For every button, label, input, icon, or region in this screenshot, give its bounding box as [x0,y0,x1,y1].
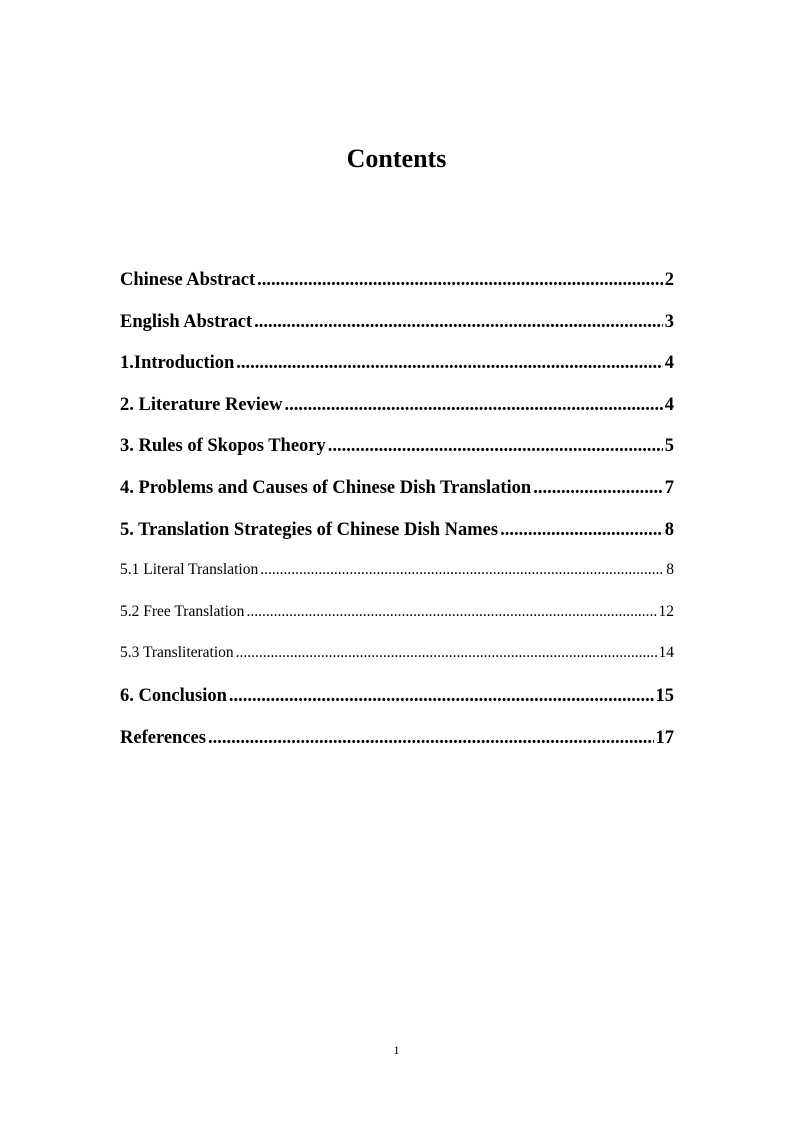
toc-entry-page: 8 [664,519,674,540]
toc-entry-translation-strategies[interactable] [120,520,674,562]
toc-dot-leader [328,436,663,457]
toc-entry-label: 5.1 Literal Translation [120,561,259,579]
toc-entry-page: 7 [664,477,674,498]
toc-entry-conclusion[interactable] [120,686,674,728]
toc-entry-rules-of-skopos-theory[interactable] [120,436,674,478]
toc-dot-leader [236,644,657,662]
toc-entry-english-abstract[interactable] [120,312,674,354]
footer-page-number: 1 [393,1043,400,1057]
toc-entry-literal-translation[interactable] [120,561,674,603]
toc-entry-label: 4. Problems and Causes of Chinese Dish Translation [120,477,532,498]
toc-dot-leader [208,728,654,749]
toc-entry-page: 15 [655,685,674,706]
toc-entry-chinese-abstract[interactable] [120,270,674,312]
toc-entry-label: 5. Translation Strategies of Chinese Dish Names [120,519,499,540]
toc-entry-transliteration[interactable] [120,644,674,686]
toc-entry-page: 4 [664,353,674,374]
toc-entry-label: 1.Introduction [120,353,235,374]
toc-entry-label: 6. Conclusion [120,685,227,706]
toc-entry-literature-review[interactable] [120,395,674,437]
table-of-contents [120,270,674,769]
toc-entry-label: References [120,727,206,748]
toc-dot-leader [254,312,663,333]
toc-dot-leader [257,270,663,291]
toc-entry-page: 17 [655,727,674,748]
toc-entry-page: 2 [664,270,674,290]
toc-entry-page: 4 [664,394,674,415]
toc-entry-problems-and-causes[interactable] [120,478,674,520]
toc-entry-free-translation[interactable] [120,603,674,645]
toc-entry-label: 2. Literature Review [120,394,283,415]
toc-entry-introduction[interactable] [120,353,674,395]
toc-dot-leader [246,603,656,621]
page-title: Contents [346,144,447,173]
toc-entry-references[interactable] [120,728,674,770]
toc-entry-label: English Abstract [120,311,253,332]
toc-dot-leader [229,686,654,707]
toc-dot-leader [260,561,664,579]
toc-entry-label: 5.3 Transliteration [120,644,234,662]
toc-dot-leader [285,395,663,416]
toc-entry-page: 8 [666,561,674,579]
toc-entry-page: 5 [664,436,674,457]
toc-entry-page: 12 [658,602,674,620]
toc-entry-label: Chinese Abstract [120,270,256,290]
toc-dot-leader [533,478,663,499]
toc-entry-page: 3 [664,311,674,332]
toc-entry-label: 3. Rules of Skopos Theory [120,436,326,457]
toc-dot-leader [236,353,662,374]
toc-dot-leader [500,520,663,541]
toc-entry-page: 14 [658,644,674,662]
toc-entry-label: 5.2 Free Translation [120,602,245,620]
